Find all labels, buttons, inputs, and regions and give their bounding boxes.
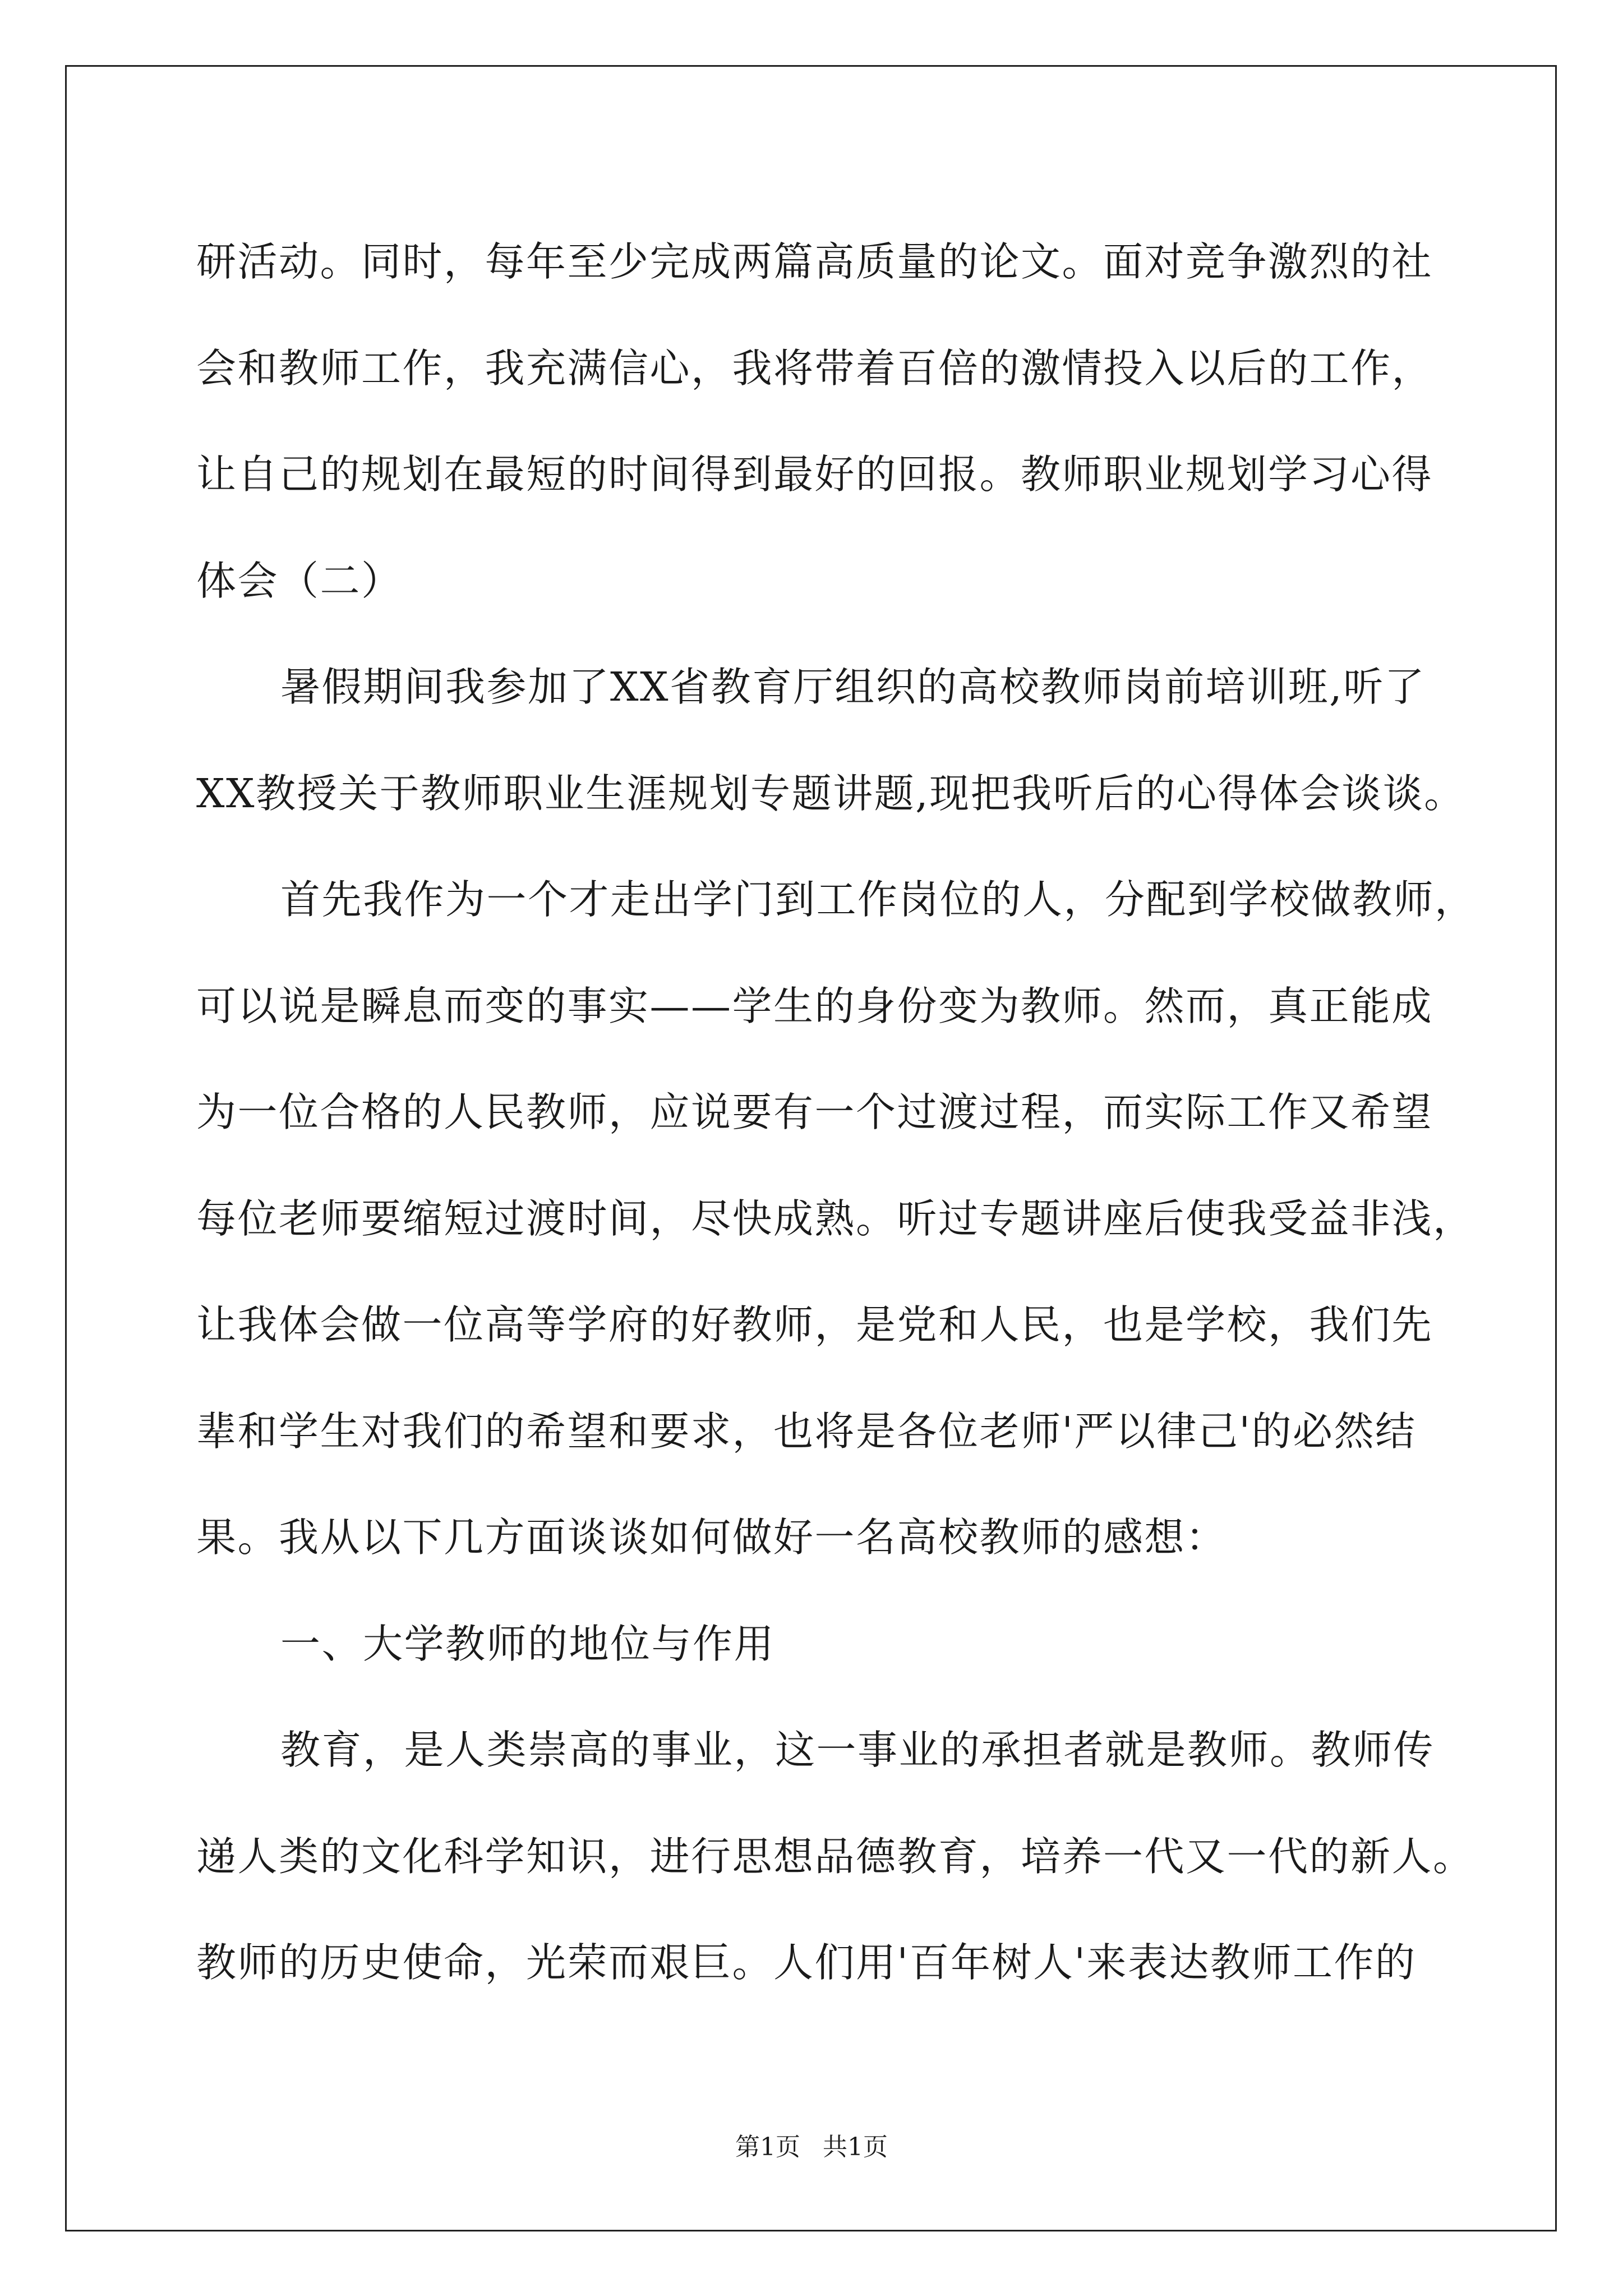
text-line: 教师的历史使命，光荣而艰巨。人们用'百年树人'来表达教师工作的: [196, 1939, 1417, 1986]
paragraph-first-line: 暑假期间我参加了XX省教育厅组织的高校教师岗前培训班,听了: [280, 664, 1426, 710]
text-line: 为一位合格的人民教师，应说要有一个过渡过程，而实际工作又希望: [196, 1089, 1433, 1135]
text-line: 果。我从以下几方面谈谈如何做好一名高校教师的感想：: [196, 1514, 1227, 1561]
section-heading: 一、大学教师的地位与作用: [280, 1620, 776, 1667]
paragraph-first-line: 教育，是人类崇高的事业，这一事业的承担者就是教师。教师传: [280, 1727, 1435, 1773]
text-line: 会和教师工作，我充满信心，我将带着百倍的激情投入以后的工作，: [196, 344, 1433, 392]
page-total: 共1页: [823, 2133, 888, 2161]
text-line: XX教授关于教师职业生涯规划专题讲题,现把我听后的心得体会谈谈。: [196, 770, 1465, 817]
text-line: 辈和学生对我们的希望和要求，也将是各位老师'严以律己'的必然结: [196, 1407, 1417, 1455]
text-line: 每位老师要缩短过渡时间，尽快成熟。听过专题讲座后使我受益非浅，: [196, 1195, 1474, 1242]
text-line: 让自己的规划在最短的时间得到最好的回报。教师职业规划学习心得: [196, 451, 1433, 498]
page-number: 第1页: [735, 2133, 800, 2161]
text-line: 递人类的文化科学知识，进行思想品德教育，培养一代又一代的新人。: [196, 1833, 1474, 1880]
text-line: 让我体会做一位高等学府的好教师，是党和人民，也是学校，我们先: [196, 1301, 1433, 1348]
text-line: 可以说是瞬息而变的事实——学生的身份变为教师。然而，真正能成: [196, 982, 1433, 1029]
text-line: 研活动。同时，每年至少完成两篇高质量的论文。面对竞争激烈的社: [196, 238, 1433, 285]
paragraph-first-line: 首先我作为一个才走出学门到工作岗位的人，分配到学校做教师，: [280, 876, 1476, 923]
text-line: 体会（二）: [196, 557, 403, 604]
document-body: [196, 209, 1476, 2016]
page-footer: [0, 2131, 1623, 2164]
